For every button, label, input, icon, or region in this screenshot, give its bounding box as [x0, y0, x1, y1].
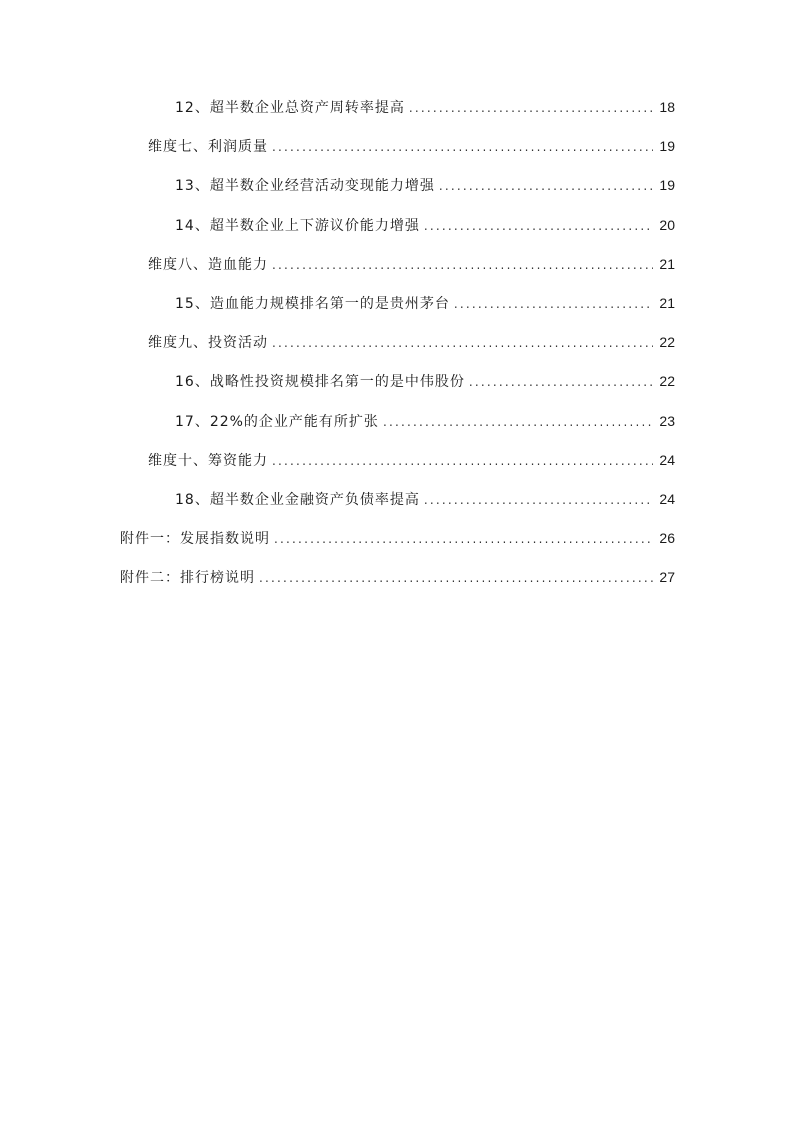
- toc-dot-leader: [469, 372, 653, 392]
- toc-entry[interactable]: [0, 136, 794, 175]
- toc-entry[interactable]: [0, 489, 794, 528]
- toc-entry-title: 维度八、造血能力: [148, 256, 268, 273]
- toc-entry[interactable]: [0, 175, 794, 214]
- toc-entry[interactable]: [0, 567, 794, 606]
- toc-entry-page: 24: [659, 490, 675, 507]
- toc-entry[interactable]: [0, 371, 794, 410]
- toc-dot-leader: [439, 176, 653, 196]
- toc-entry[interactable]: [0, 332, 794, 371]
- toc-dot-leader: [383, 412, 653, 432]
- toc-dot-leader: [272, 255, 653, 275]
- toc-entry-page: 19: [659, 177, 675, 194]
- toc-entry[interactable]: [0, 293, 794, 332]
- toc-entry[interactable]: [0, 254, 794, 293]
- toc-dot-leader: [259, 568, 653, 588]
- toc-entry[interactable]: [0, 528, 794, 567]
- toc-dot-leader: [454, 294, 653, 314]
- toc-entry-page: 19: [659, 138, 675, 155]
- toc-entry-title: 15、造血能力规模排名第一的是贵州茅台: [175, 295, 450, 312]
- toc-entry-title: 17、22%的企业产能有所扩张: [175, 413, 379, 430]
- toc-entry-page: 21: [659, 294, 675, 311]
- toc-dot-leader: [274, 529, 653, 549]
- toc-entry-title: 13、超半数企业经营活动变现能力增强: [175, 178, 435, 195]
- toc-entry-page: 22: [659, 373, 675, 390]
- toc-entry-title: 附件一：发展指数说明: [120, 531, 270, 548]
- toc-entry-page: 22: [659, 334, 675, 351]
- toc-entry-page: 21: [659, 255, 675, 272]
- toc-entry[interactable]: [0, 215, 794, 254]
- toc-dot-leader: [272, 451, 653, 471]
- toc-entry-title: 附件二：排行榜说明: [120, 570, 255, 587]
- toc-entry[interactable]: [0, 450, 794, 489]
- toc-entry[interactable]: [0, 97, 794, 136]
- toc-dot-leader: [424, 490, 653, 510]
- toc-entry-title: 16、战略性投资规模排名第一的是中伟股份: [175, 374, 465, 391]
- toc-dot-leader: [272, 137, 653, 157]
- toc-entry-title: 18、超半数企业金融资产负债率提高: [175, 491, 420, 508]
- toc-entry-title: 14、超半数企业上下游议价能力增强: [175, 217, 420, 234]
- toc-entry[interactable]: [0, 411, 794, 450]
- toc-entry-page: 24: [659, 451, 675, 468]
- toc-entry-title: 12、超半数企业总资产周转率提高: [175, 100, 405, 116]
- toc-entry-page: 20: [659, 216, 675, 233]
- toc-entry-page: 18: [659, 99, 675, 115]
- toc-entry-title: 维度十、筹资能力: [148, 452, 268, 469]
- toc-dot-leader: [424, 216, 653, 236]
- toc-dot-leader: [409, 98, 653, 118]
- toc-entry-title: 维度七、利润质量: [148, 139, 268, 156]
- toc-entry-page: 23: [659, 412, 675, 429]
- toc-entry-page: 27: [659, 569, 675, 586]
- toc-entry-title: 维度九、投资活动: [148, 335, 268, 352]
- toc-entry-page: 26: [659, 530, 675, 547]
- table-of-contents: [0, 97, 794, 606]
- toc-dot-leader: [272, 333, 653, 353]
